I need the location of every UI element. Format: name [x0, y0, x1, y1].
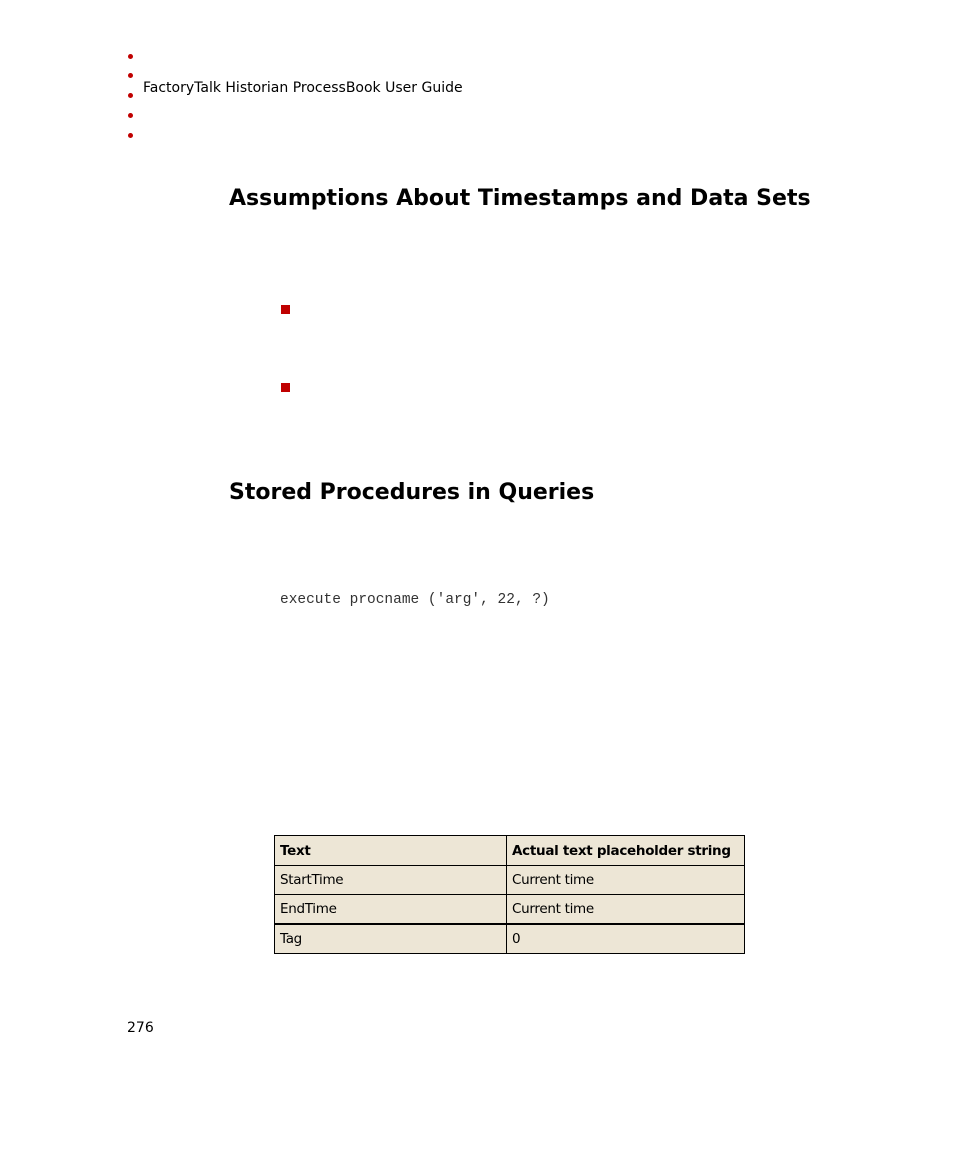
- placeholder-table: [274, 835, 745, 954]
- table-row: [275, 866, 745, 895]
- table-cell: Tag: [275, 924, 507, 954]
- table-cell: EndTime: [275, 895, 507, 925]
- table-header-row: [275, 836, 745, 866]
- table-cell: 0: [507, 924, 745, 954]
- column-header-text: Text: [275, 836, 507, 866]
- table-cell: Current time: [507, 895, 745, 925]
- bullet-square-icon: [281, 305, 290, 314]
- running-header-title: FactoryTalk Historian ProcessBook User Guide: [143, 80, 463, 96]
- header-dot-1: [128, 54, 133, 59]
- header-dot-2: [128, 73, 133, 78]
- column-header-placeholder: Actual text placeholder string: [507, 836, 745, 866]
- table-cell: StartTime: [275, 866, 507, 895]
- header-dot-3: [128, 93, 133, 98]
- bullet-square-icon: [281, 383, 290, 392]
- header-dot-5: [128, 133, 133, 138]
- header-dot-4: [128, 113, 133, 118]
- table-row: [275, 895, 745, 925]
- page-number: 276: [127, 1020, 154, 1036]
- table-row: [275, 924, 745, 954]
- table-cell: Current time: [507, 866, 745, 895]
- section-heading-timestamps: Assumptions About Timestamps and Data Sets: [229, 186, 811, 211]
- code-example: execute procname ('arg', 22, ?): [280, 592, 550, 608]
- section-heading-stored-procedures: Stored Procedures in Queries: [229, 480, 595, 505]
